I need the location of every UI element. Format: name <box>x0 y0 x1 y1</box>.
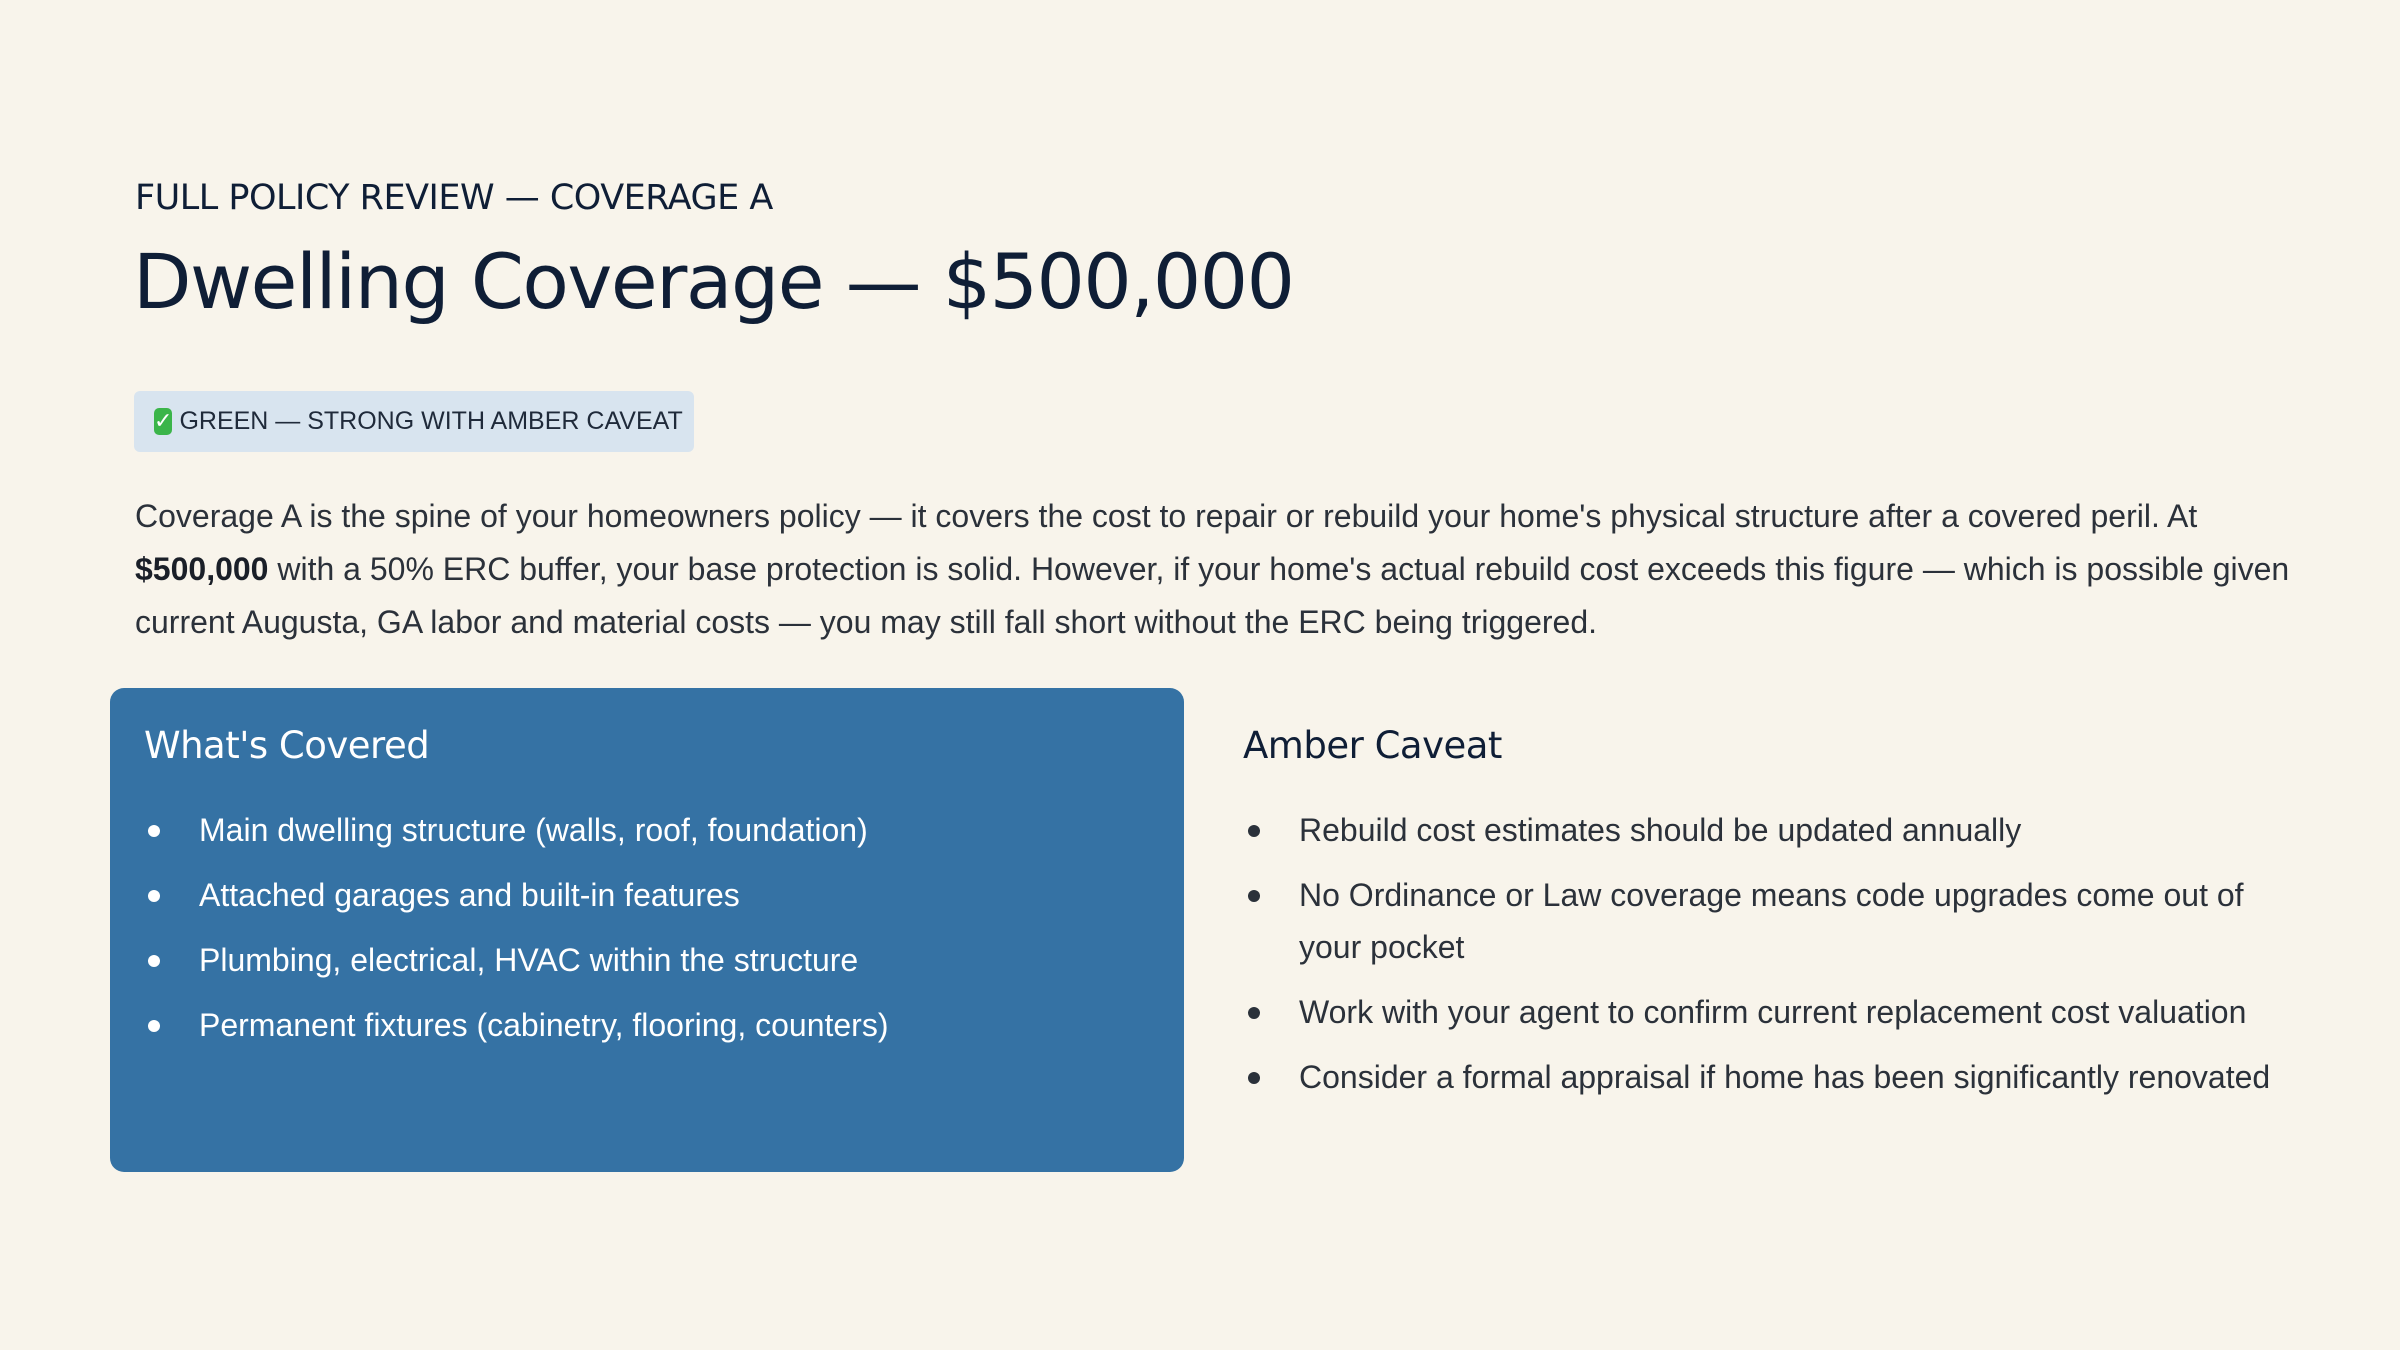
bullet-icon <box>1248 825 1260 837</box>
bullet-icon <box>148 825 160 837</box>
bullet-icon <box>1248 1072 1260 1084</box>
intro-text-end: with a 50% ERC buffer, your base protection is solid. However, if your home's actual rebuild cost exceeds this figure — which is possible given current Augusta, GA labor and material costs — you may still fall short without the ERC being triggered. <box>135 551 2290 640</box>
list-item <box>145 934 1145 986</box>
list-item-text: Main dwelling structure (walls, roof, foundation) <box>199 812 868 848</box>
bullet-icon <box>1248 890 1260 902</box>
list-item-text: No Ordinance or Law coverage means code upgrades come out of your pocket <box>1299 877 2244 965</box>
list-item-text: Attached garages and built-in features <box>199 877 740 913</box>
list-item <box>145 804 1145 856</box>
list-item <box>1245 1051 2285 1103</box>
list-item-text: Work with your agent to confirm current replacement cost valuation <box>1299 994 2247 1030</box>
list-item <box>1245 986 2285 1038</box>
bullet-icon <box>148 890 160 902</box>
list-item <box>145 999 1145 1051</box>
list-item-text: Consider a formal appraisal if home has been significantly renovated <box>1299 1059 2271 1095</box>
section-eyebrow: FULL POLICY REVIEW — COVERAGE A <box>135 178 773 218</box>
list-item <box>1245 804 2285 856</box>
intro-amount: $500,000 <box>135 551 269 587</box>
whats-covered-heading: What's Covered <box>144 724 430 767</box>
status-badge <box>134 391 694 452</box>
bullet-icon <box>1248 1007 1260 1019</box>
status-badge-label: GREEN — STRONG WITH AMBER CAVEAT <box>179 407 683 435</box>
list-item-text: Plumbing, electrical, HVAC within the structure <box>199 942 859 978</box>
amber-caveat-list <box>1245 804 2285 1116</box>
bullet-icon <box>148 955 160 967</box>
amber-caveat-heading: Amber Caveat <box>1243 724 1502 767</box>
page-title: Dwelling Coverage — $500,000 <box>133 237 1294 326</box>
intro-text-start: Coverage A is the spine of your homeowners policy — it covers the cost to repair or rebuild your home's physical structure after a covered peril. At <box>135 498 2198 534</box>
list-item <box>1245 869 2285 973</box>
check-mark-icon: ✓ <box>154 409 173 434</box>
list-item <box>145 869 1145 921</box>
list-item-text: Rebuild cost estimates should be updated annually <box>1299 812 2022 848</box>
whats-covered-list <box>145 804 1145 1064</box>
bullet-icon <box>148 1020 160 1032</box>
intro-paragraph <box>135 490 2295 649</box>
list-item-text: Permanent fixtures (cabinetry, flooring, counters) <box>199 1007 889 1043</box>
